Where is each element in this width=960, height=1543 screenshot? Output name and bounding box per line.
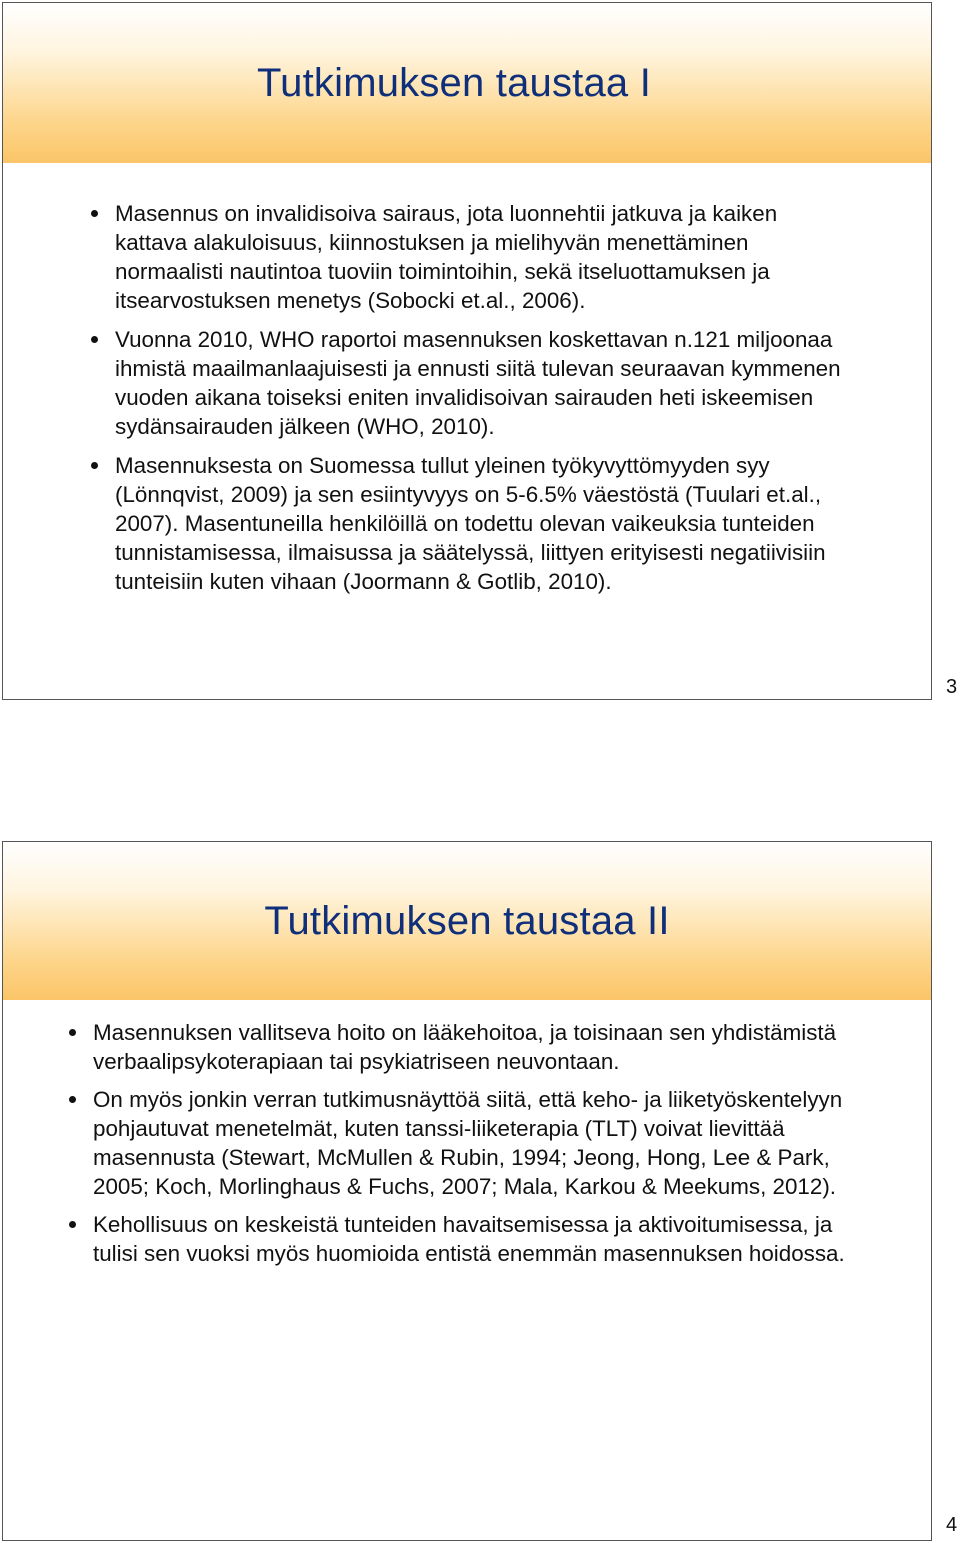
slide-2-title-band [3, 842, 931, 1000]
slide-2-bullet-item [69, 1210, 869, 1268]
slide-2-bullet-text: On myös jonkin verran tutkimusnäyttöä siitä, että keho- ja liiketyöskentelyyn pohjautuvat menetelmät, kuten tanssi-liiketerapia (TLT) voivat lievittää masennusta (Stewart, McMullen & Rubin, 1994; Jeong, Hong, Lee & Park, 2005; Koch, Morlinghaus & Fuchs, 2007; Mala, Karkou & Meekums, 2012). [93, 1087, 843, 1199]
slide-2-bullet-item [69, 1018, 869, 1076]
slide-1-bullet-text: Vuonna 2010, WHO raportoi masennuksen koskettavan n.121 miljoonaa ihmistä maailmanlaajuisesti ja ennusti siitä tulevan seuraavan kymmenen vuoden aikana toiseksi eniten invalidisoivan sairauden heti iskeemisen sydänsairauden jälkeen (WHO, 2010). [115, 327, 841, 439]
slide-1-title: Tutkimuksen taustaa I [257, 60, 652, 105]
slide-2-bullet-text: Masennuksen vallitseva hoito on lääkehoitoa, ja toisinaan sen yhdistämistä verbaalipsykoterapiaan tai psykiatriseen neuvontaan. [93, 1020, 837, 1074]
slide-1 [2, 2, 932, 700]
bullet-dot-icon [69, 1029, 76, 1036]
slide-2 [2, 841, 932, 1541]
slide-2-bullet-text: Kehollisuus on keskeistä tunteiden havaitsemisessa ja aktivoitumisessa, ja tulisi sen vuoksi myös huomioida entistä enemmän masennuksen hoidossa. [93, 1212, 845, 1266]
slide-2-bullet-item [69, 1085, 869, 1201]
slide-1-title-band [3, 3, 931, 163]
bullet-dot-icon [91, 462, 98, 469]
slide-2-bullet-list [69, 1018, 869, 1277]
slide-1-bullet-item [91, 451, 851, 596]
bullet-dot-icon [69, 1221, 76, 1228]
page-number-3: 3 [946, 676, 958, 698]
slide-1-bullet-item [91, 325, 851, 441]
bullet-dot-icon [91, 336, 98, 343]
bullet-dot-icon [91, 210, 98, 217]
slide-1-bullet-text: Masennuksesta on Suomessa tullut yleinen työkyvyttömyyden syy (Lönnqvist, 2009) ja sen esiintyvyys on 5-6.5% väestöstä (Tuulari et.al., 2007). Masentuneilla henkilöillä on todettu olevan vaikeuksia tunteiden tunnistamisessa, ilmaisussa ja säätelyssä, liittyen erityisesti negatiivisiin tunteisiin kuten vihaan (Joormann & Gotlib, 2010). [115, 453, 826, 594]
page-number-4: 4 [946, 1514, 958, 1536]
slide-1-bullet-item [91, 199, 851, 315]
bullet-dot-icon [69, 1096, 76, 1103]
slide-1-bullet-text: Masennus on invalidisoiva sairaus, jota luonnehtii jatkuva ja kaiken kattava alakuloisuus, kiinnostuksen ja mielihyvän menettäminen normaalisti nautintoa tuoviin toimintoihin, sekä itseluottamuksen ja itsearvostuksen menetys (Sobocki et.al., 2006). [115, 201, 778, 313]
slide-2-title: Tutkimuksen taustaa II [264, 898, 670, 943]
slide-1-bullet-list [91, 199, 851, 606]
